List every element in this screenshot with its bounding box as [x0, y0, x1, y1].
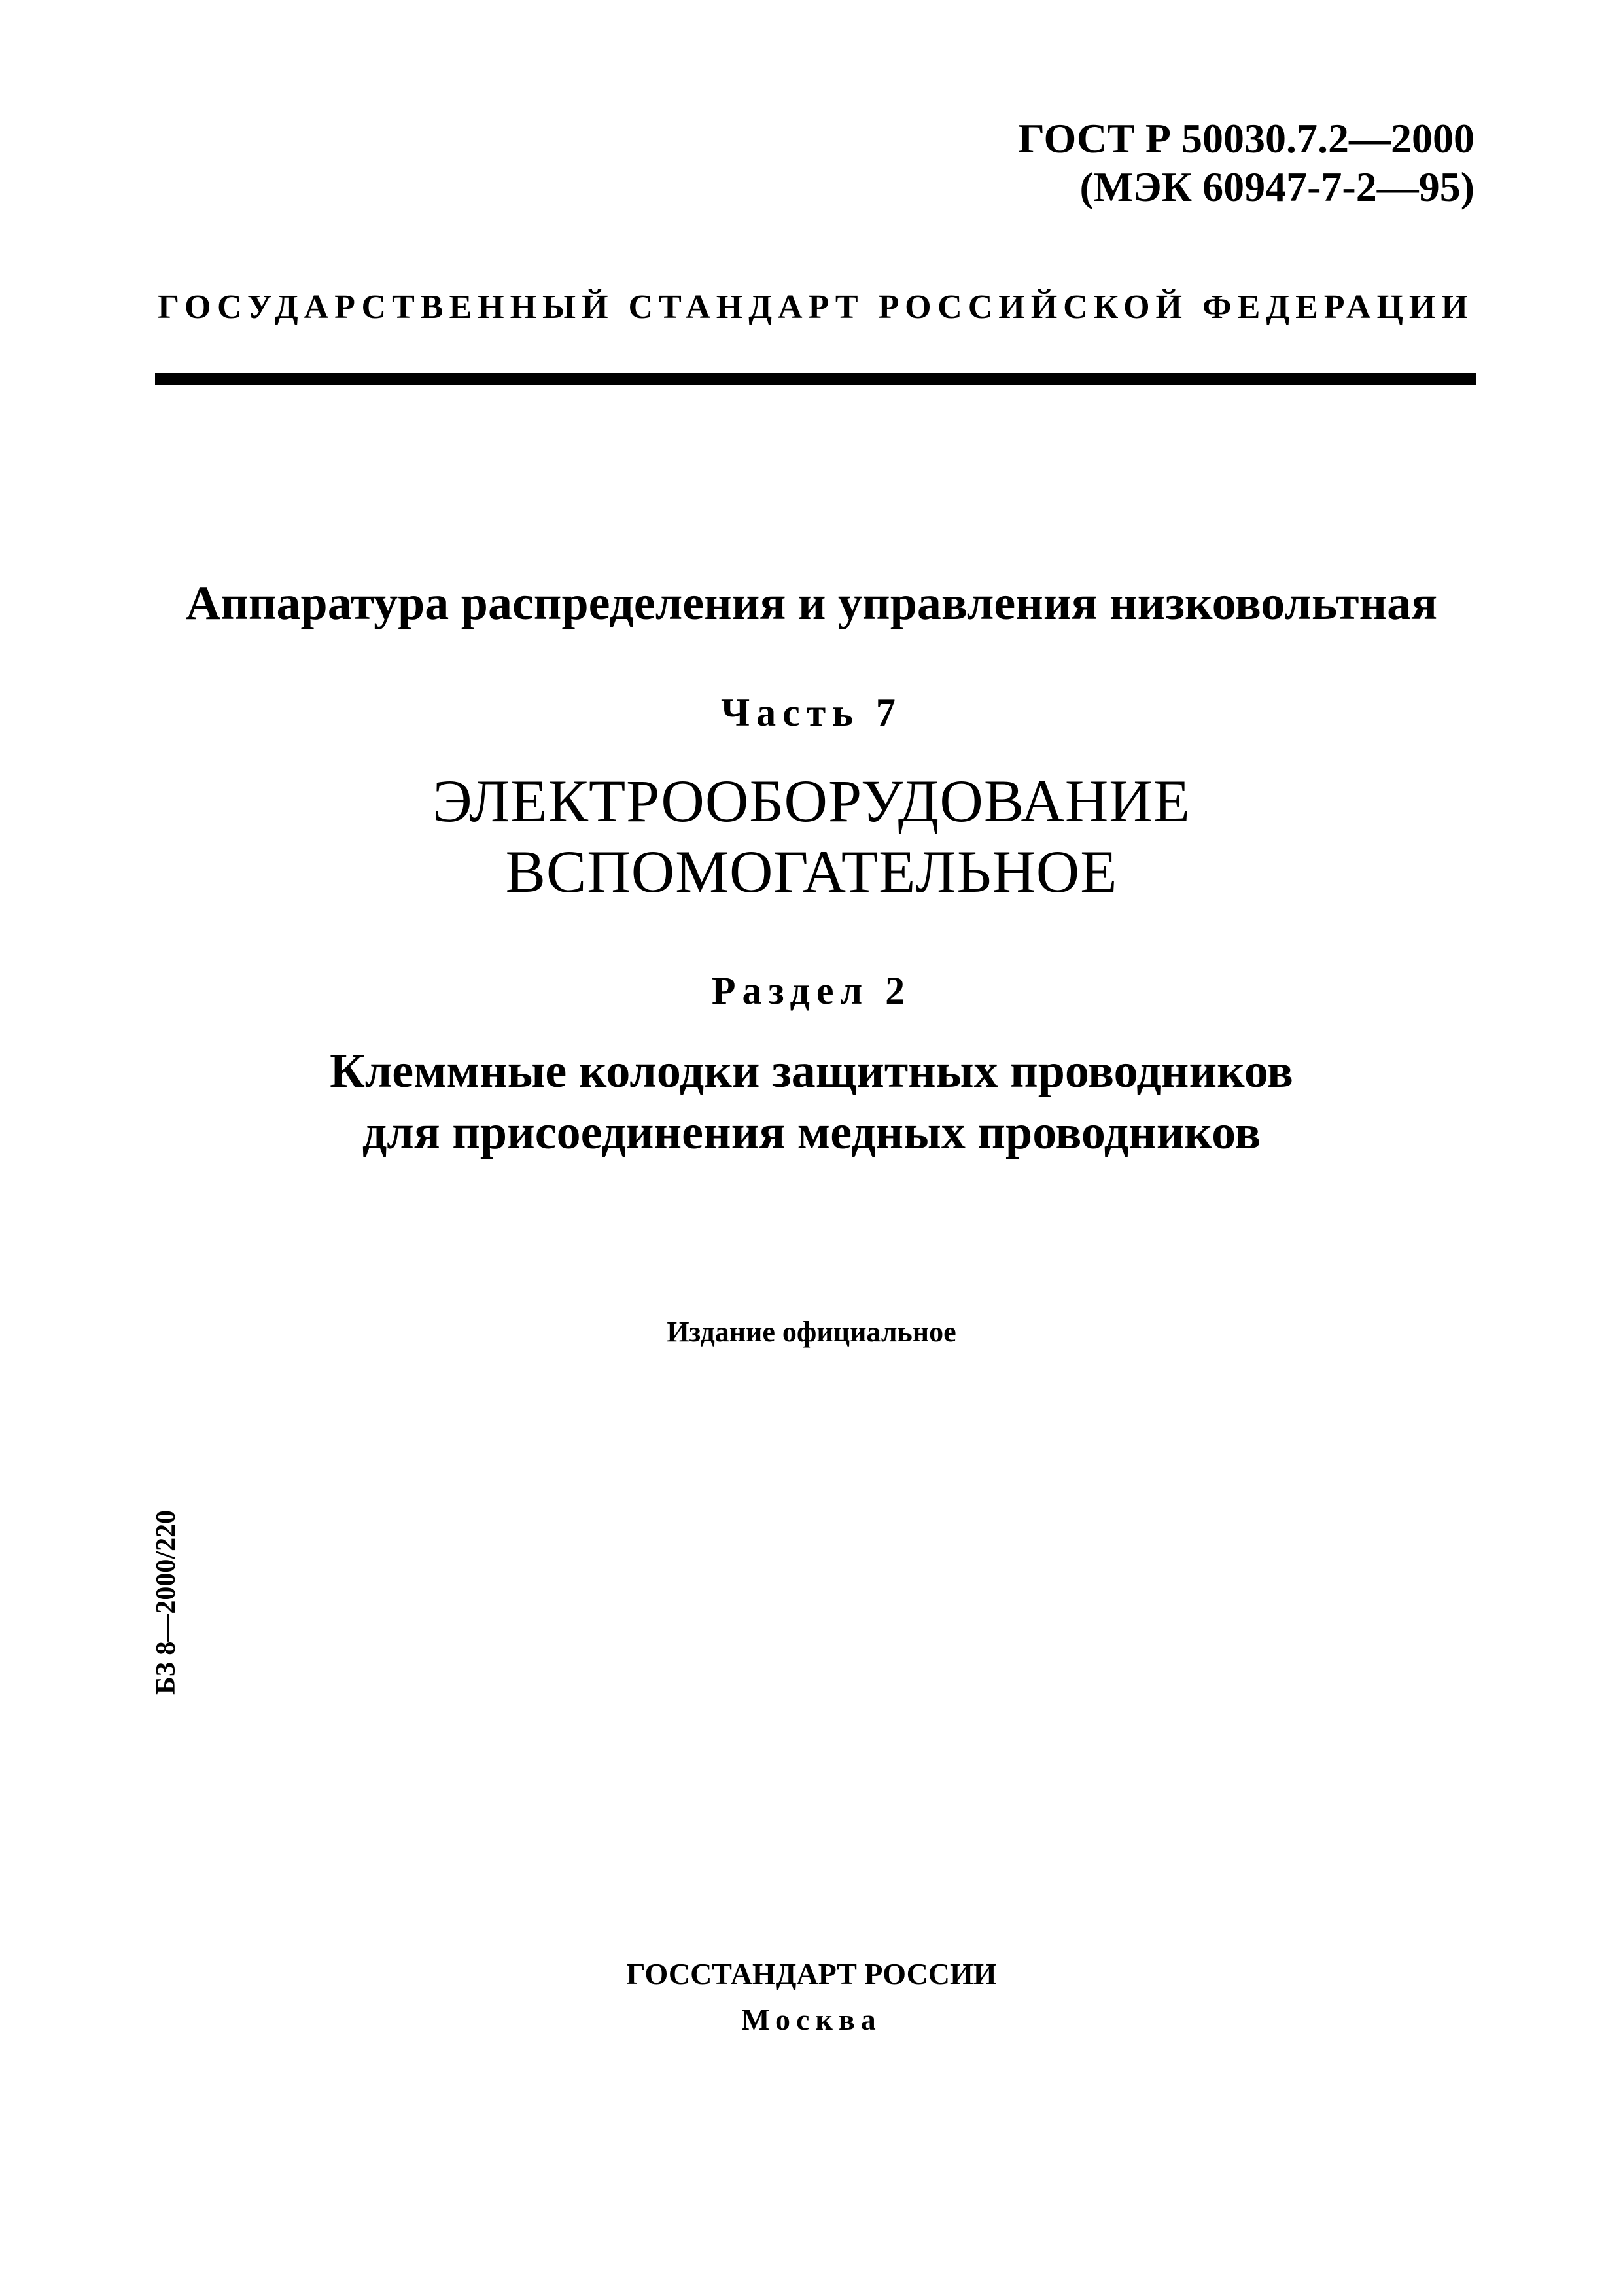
part-title: [0, 766, 1623, 907]
document-designation: [1018, 115, 1475, 211]
gost-number: ГОСТ Р 50030.7.2—2000: [1018, 115, 1475, 162]
document-title: Аппаратура распределения и управления низковольтная: [185, 576, 1438, 630]
section-title-line-2: для присоединения медных проводников: [362, 1106, 1261, 1159]
publisher: ГОССТАНДАРТ РОССИИ: [626, 1957, 997, 1990]
edition-note: Издание официальное: [667, 1316, 956, 1348]
side-catalog-code: БЗ 8—2000/220: [151, 1510, 181, 1695]
section-label: Раздел 2: [711, 969, 912, 1012]
standard-type-heading: ГОСУДАРСТВЕННЫЙ СТАНДАРТ РОССИЙСКОЙ ФЕДЕРАЦИИ: [158, 289, 1474, 326]
part-title-line-2: ВСПОМОГАТЕЛЬНОЕ: [505, 838, 1118, 905]
publication-city: Москва: [741, 2003, 882, 2036]
part-title-line-1: ЭЛЕКТРООБОРУДОВАНИЕ: [432, 768, 1191, 834]
section-title-line-1: Клеммные колодки защитных проводников: [330, 1044, 1293, 1098]
horizontal-rule: [155, 373, 1476, 385]
section-title: [0, 1040, 1623, 1163]
part-label: Часть 7: [721, 691, 902, 734]
iec-number: (МЭК 60947-7-2—95): [1079, 164, 1475, 210]
